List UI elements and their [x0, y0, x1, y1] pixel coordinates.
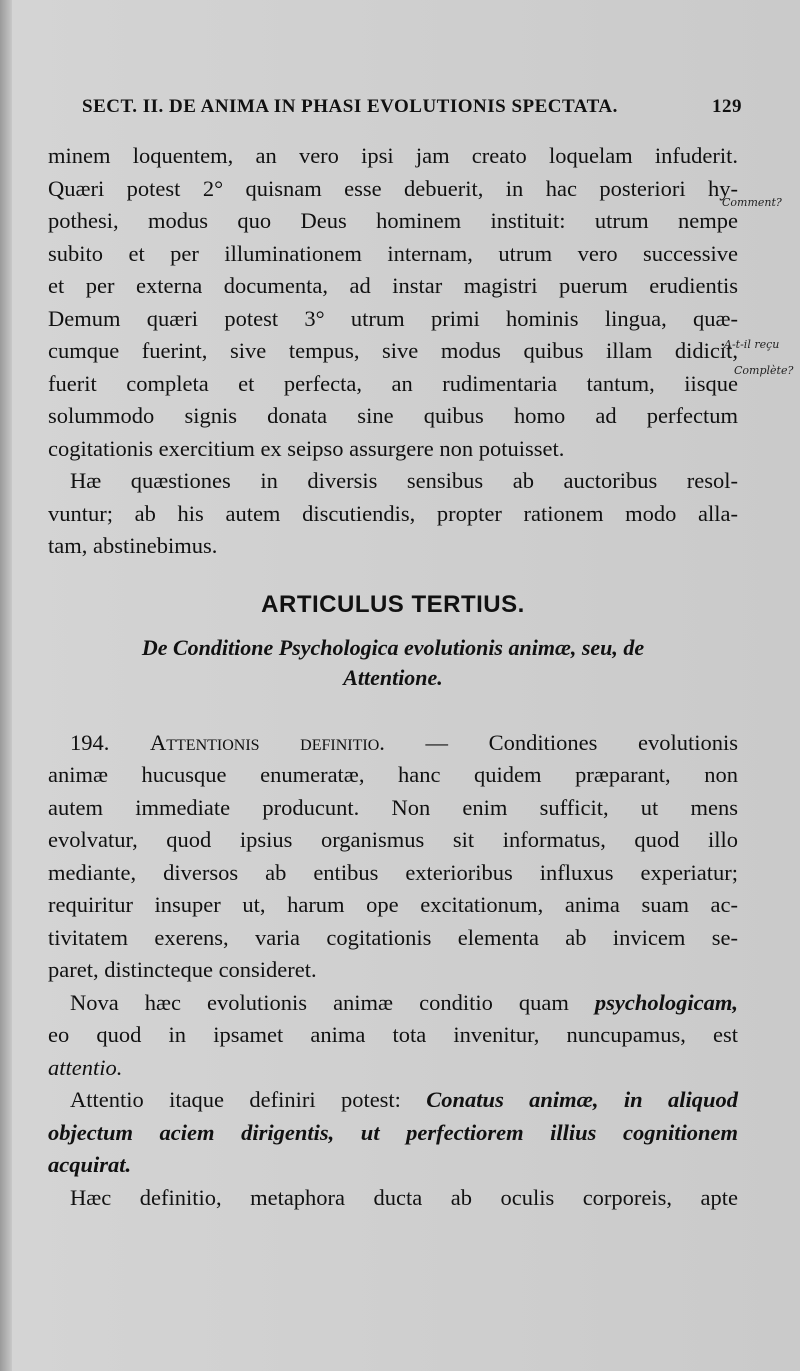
running-header-title: SECT. II. DE ANIMA IN PHASI EVOLUTIONIS SPECTATA.	[82, 96, 618, 117]
text-line	[48, 987, 738, 1020]
text-line: cogitationis exercitium ex seipso assurgere non potuisset.	[48, 435, 565, 461]
handwritten-margin-note: Comment?	[722, 196, 782, 209]
section-number: 194.	[70, 729, 110, 755]
text-line: paret, distincteque consideret.	[48, 957, 317, 982]
text-line-attentio: attentio.	[48, 1054, 123, 1080]
text-line: eo quod in ipsamet anima tota invenitur, nuncupamus, est	[48, 1022, 738, 1047]
text-line	[48, 1084, 738, 1117]
text-line: solummodo signis donata sine quibus homo ad perfectum	[48, 403, 738, 428]
section-194-first-line	[48, 727, 738, 760]
emphasis-psychologicam: psychologicam,	[594, 989, 738, 1015]
text-line: minem loquentem, an vero ipsi jam creato loquelam infuderit.	[48, 143, 738, 168]
text-fragment: Nova hæc evolutionis animæ conditio quam	[70, 989, 595, 1015]
section-194	[48, 727, 738, 987]
text-fragment: Conditiones evolutionis	[488, 729, 739, 755]
paragraph-questions	[48, 140, 738, 465]
text-line: tam, abstinebimus.	[48, 533, 218, 558]
paragraph-definition	[48, 1084, 738, 1182]
article-heading: ARTICULUS TERTIUS.	[261, 590, 525, 618]
text-line: pothesi, modus quo Deus hominem instituit: utrum nempe	[48, 208, 738, 233]
text-line: subito et per illuminationem internam, utrum vero successive	[48, 240, 738, 266]
text-line: Quæri potest 2° quisnam esse debuerit, in hac posteriori hy-	[48, 175, 738, 201]
running-header	[82, 96, 742, 118]
emphasis-definition: Conatus animæ, in aliquod	[426, 1087, 738, 1112]
article-subheading-line: Attentione.	[343, 664, 443, 690]
text-fragment: Attentio itaque definiri potest:	[70, 1087, 427, 1112]
text-line-definition: acquirat.	[48, 1152, 132, 1177]
page-binding-edge	[0, 0, 12, 1371]
paragraph-quaestiones	[48, 465, 738, 563]
text-line-definition: objectum aciem dirigentis, ut perfectiorem illius cognitionem	[48, 1119, 738, 1145]
article-subheading-line: De Conditione Psychologica evolutionis animæ, seu, de	[141, 634, 645, 660]
text-line: tivitatem exerens, varia cogitationis elementa ab invicem se-	[48, 924, 738, 950]
text-line-final: Hæc definitio, metaphora ducta ab oculis corporeis, apte	[70, 1184, 738, 1210]
text-line: mediante, diversos ab entibus exterioribus influxus experiatur;	[48, 859, 738, 885]
text-line: autem immediate producunt. Non enim sufficit, ut mens	[48, 794, 738, 820]
page-content	[48, 96, 742, 1214]
text-line: Hæ quæstiones in diversis sensibus ab auctoribus resol-	[70, 468, 738, 493]
handwritten-margin-note: A-t-il reçu	[724, 338, 780, 351]
section-title: Attentionis definitio.	[150, 729, 385, 755]
text-line: Demum quæri potest 3° utrum primi hominis lingua, quæ-	[48, 305, 738, 331]
text-line: cumque fuerint, sive tempus, sive modus quibus illam didicit,	[48, 338, 738, 363]
section-dash: —	[384, 729, 489, 755]
text-line: et per externa documenta, ad instar magistri puerum erudientis	[48, 273, 738, 298]
article-subheading	[48, 633, 738, 693]
text-line: evolvatur, quod ipsius organismus sit informatus, quod illo	[48, 827, 738, 852]
text-line: fuerit completa et perfecta, an rudimentaria tantum, iisque	[48, 370, 738, 396]
paragraph-nova	[48, 987, 738, 1085]
text-line: animæ hucusque enumeratæ, hanc quidem præparant, non	[48, 762, 738, 787]
handwritten-margin-note: Complète?	[734, 364, 794, 377]
text-line: vuntur; ab his autem discutiendis, propter rationem modo alla-	[48, 500, 738, 526]
text-line: requiritur insuper ut, harum ope excitationum, anima suam ac-	[48, 892, 738, 917]
page-number: 129	[712, 96, 742, 117]
